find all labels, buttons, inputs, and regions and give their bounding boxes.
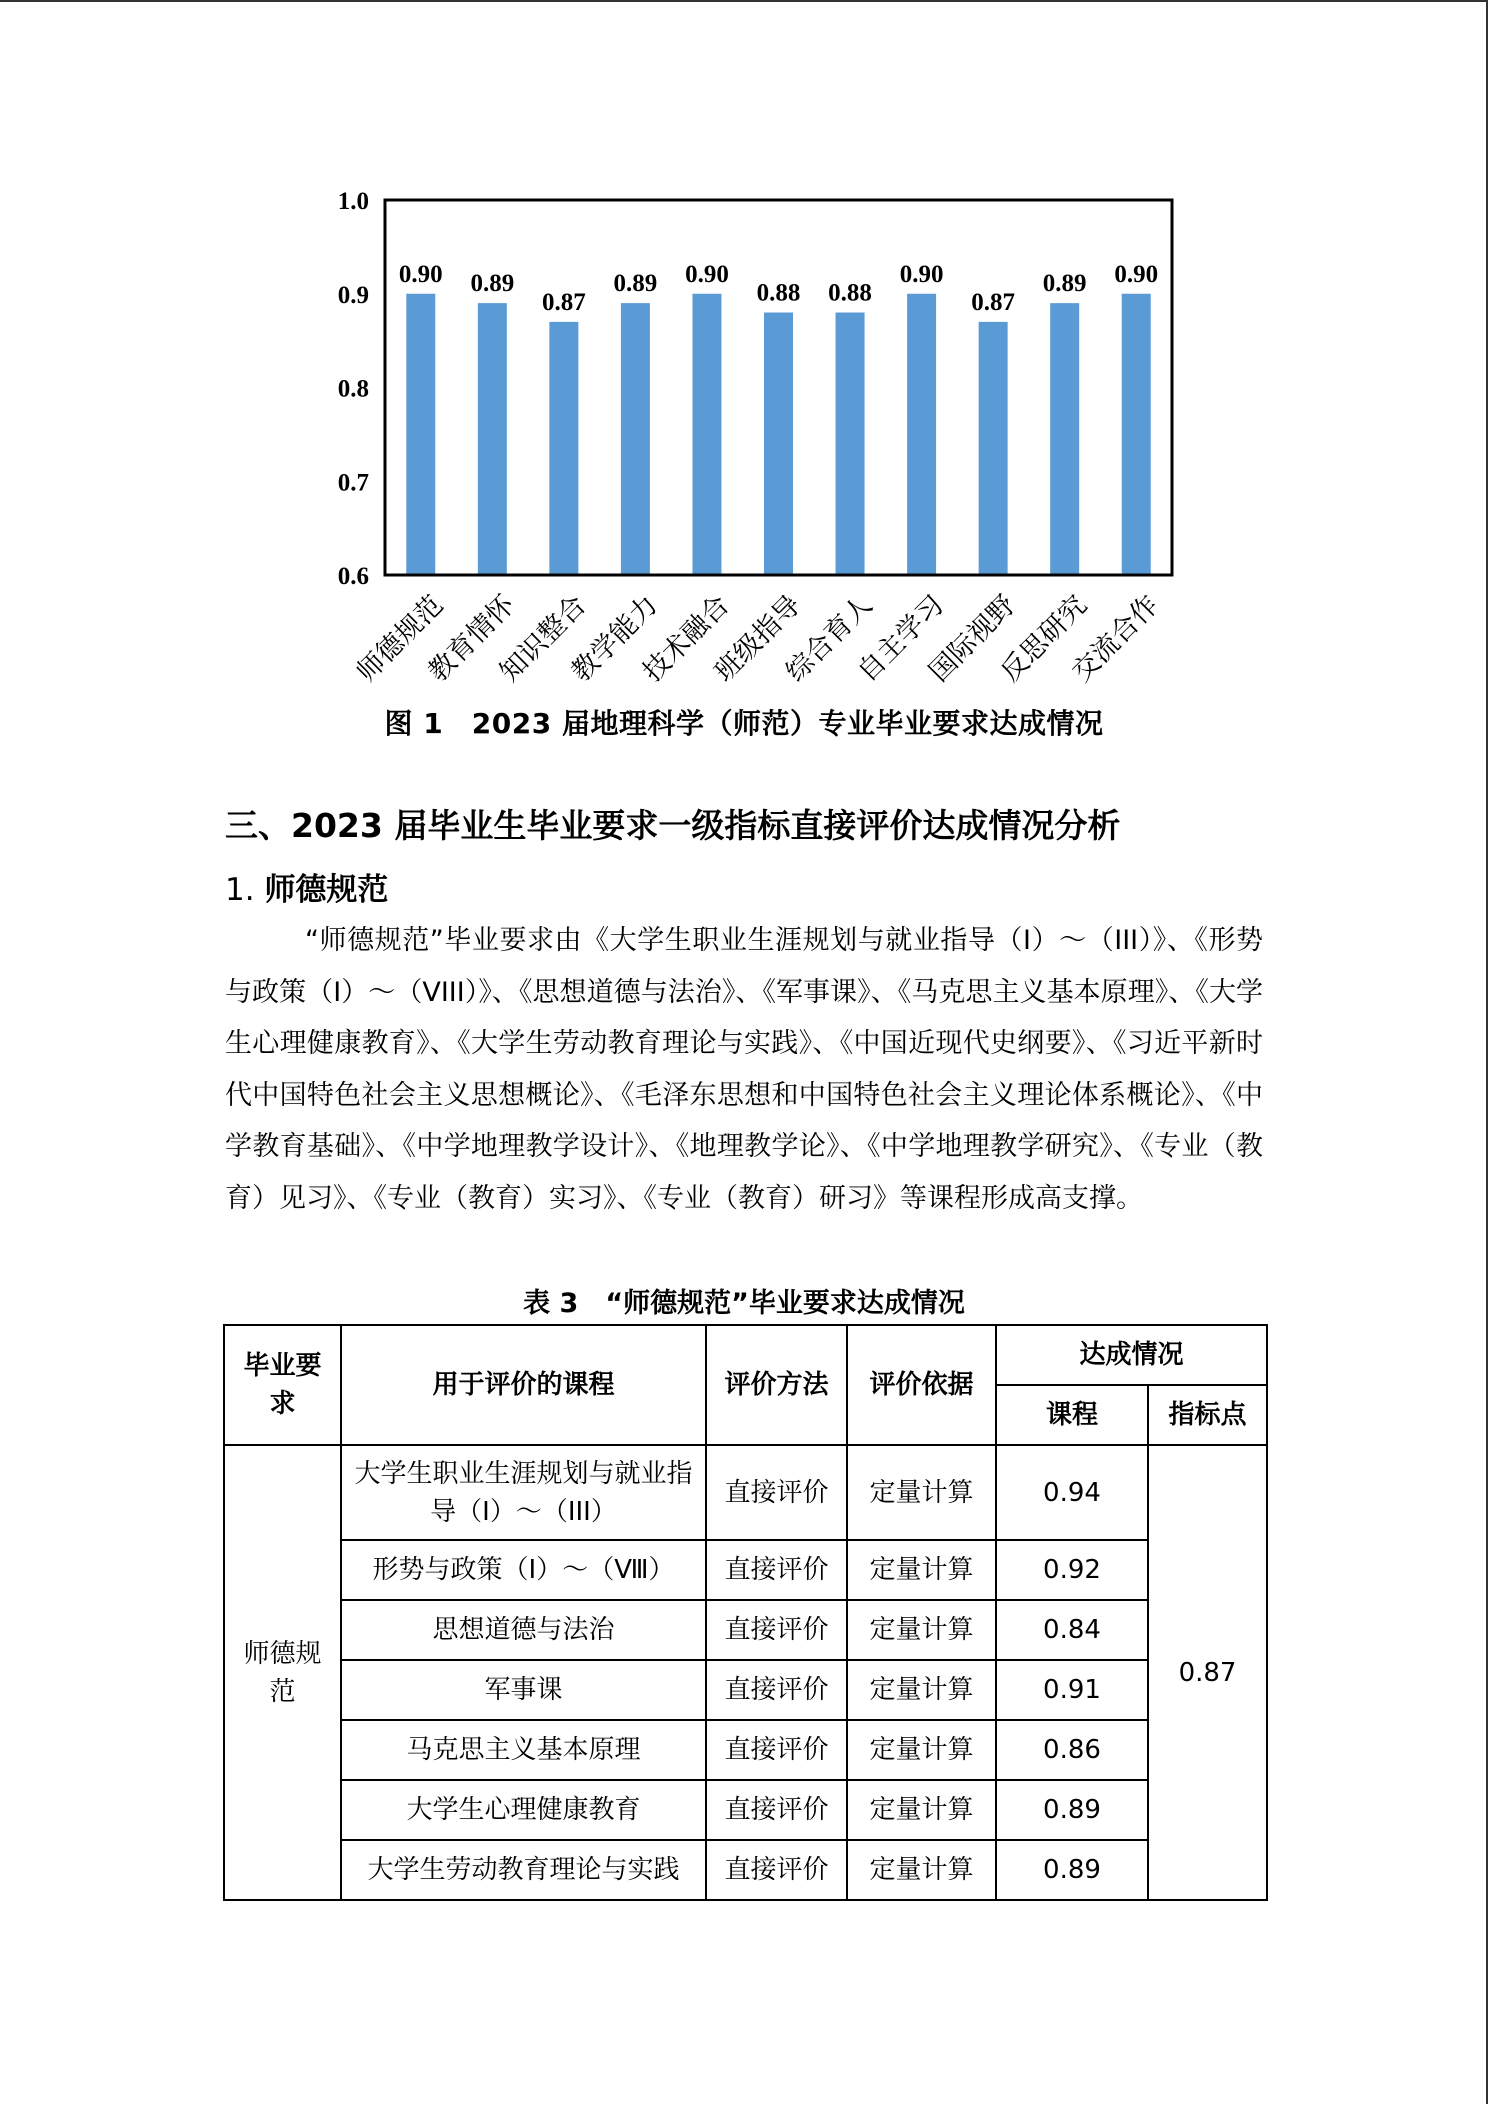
y-axis-ticks [338, 188, 369, 590]
achievement-table [223, 1324, 1268, 1901]
table-row [224, 1600, 1267, 1660]
data-label: 0.89 [613, 270, 658, 298]
header-requirement: 毕业要求 [224, 1325, 341, 1445]
basis-cell: 定量计算 [847, 1720, 996, 1780]
table-row [224, 1540, 1267, 1600]
y-tick-label: 0.8 [337, 375, 369, 403]
y-tick-label: 1.0 [337, 188, 369, 215]
bar [549, 322, 578, 575]
method-cell: 直接评价 [706, 1600, 847, 1660]
body-paragraph: “师德规范”毕业要求由《大学生职业生涯规划与就业指导（I）～（III）》、《形势与政策（I）～（VIII）》、《思想道德与法治》、《军事课》、《马克思主义基本原理》、《大学生心理健康教育》、《大学生劳动教育理论与实践》、《中国近现代史纲要》、《习近平新时代中国特色社会主义思想概论》、《毛泽东思想和中国特色社会主义理论体系概论》、《中学教育基础》、《中学地理教学设计》、《地理教学论》、《中学地理教学研究》、《专业（教育）见习》、《专业（教育）实习》、《专业（教育）研习》等课程形成高支撑。 [225, 925, 1263, 1214]
data-label: 0.89 [470, 270, 515, 298]
data-label: 0.90 [398, 260, 443, 288]
category-label: 教学能力 [565, 589, 664, 688]
category-label: 知识整合 [494, 589, 593, 688]
section-heading: 三、2023 届毕业生毕业要求一级指标直接评价达成情况分析 [225, 806, 1121, 845]
table-row [224, 1660, 1267, 1720]
course-cell: 形势与政策（I）～（Ⅷ） [341, 1540, 706, 1600]
category-label: 国际视野 [923, 589, 1022, 688]
bar [979, 322, 1008, 575]
course-score-cell: 0.89 [996, 1840, 1148, 1900]
data-label: 0.87 [541, 288, 586, 316]
y-tick-label: 0.7 [337, 469, 369, 497]
data-label: 0.87 [971, 288, 1016, 316]
bars-group [406, 294, 1150, 575]
course-score-cell: 0.91 [996, 1660, 1148, 1720]
table-row [224, 1445, 1267, 1540]
method-cell: 直接评价 [706, 1720, 847, 1780]
bar [1122, 294, 1151, 575]
category-label: 教育情怀 [422, 589, 521, 688]
method-cell: 直接评价 [706, 1445, 847, 1540]
header-achievement: 达成情况 [996, 1325, 1267, 1385]
data-label: 0.88 [828, 279, 872, 307]
bar [836, 313, 865, 576]
basis-cell: 定量计算 [847, 1660, 996, 1720]
bar [621, 303, 650, 575]
course-cell: 大学生劳动教育理论与实践 [341, 1840, 706, 1900]
bar [692, 294, 721, 575]
category-labels-group [351, 589, 1165, 688]
header-course-score: 课程 [996, 1385, 1148, 1445]
indicator-cell: 0.87 [1148, 1445, 1267, 1900]
table-row [224, 1780, 1267, 1840]
basis-cell: 定量计算 [847, 1445, 996, 1540]
course-score-cell: 0.94 [996, 1445, 1148, 1540]
basis-cell: 定量计算 [847, 1840, 996, 1900]
category-label: 班级指导 [708, 589, 808, 688]
bar [1050, 303, 1079, 575]
bar [406, 294, 435, 575]
course-cell: 大学生心理健康教育 [341, 1780, 706, 1840]
table-row [224, 1720, 1267, 1780]
table-body [224, 1445, 1267, 1900]
y-tick-label: 0.9 [337, 281, 369, 309]
bar [907, 294, 936, 575]
method-cell: 直接评价 [706, 1840, 847, 1900]
method-cell: 直接评价 [706, 1780, 847, 1840]
course-cell: 大学生职业生涯规划与就业指导（I）～（III） [341, 1445, 706, 1540]
table-caption: 表 3 “师德规范”毕业要求达成情况 [523, 1288, 965, 1319]
header-basis: 评价依据 [847, 1325, 996, 1445]
category-label: 交流合作 [1066, 589, 1165, 688]
data-labels-group [399, 261, 1158, 316]
basis-cell: 定量计算 [847, 1600, 996, 1660]
subsection-heading [225, 864, 388, 909]
data-label: 0.88 [756, 279, 801, 307]
method-cell: 直接评价 [706, 1540, 847, 1600]
course-score-cell: 0.84 [996, 1600, 1148, 1660]
data-label: 0.90 [685, 260, 729, 288]
basis-cell: 定量计算 [847, 1780, 996, 1840]
bar [478, 303, 507, 575]
data-label: 0.90 [899, 260, 944, 288]
bar-chart [300, 180, 1200, 700]
header-course: 用于评价的课程 [341, 1325, 706, 1445]
course-score-cell: 0.89 [996, 1780, 1148, 1840]
course-score-cell: 0.86 [996, 1720, 1148, 1780]
header-indicator: 指标点 [1148, 1385, 1267, 1445]
course-cell: 思想道德与法治 [341, 1600, 706, 1660]
figure-caption: 图 1 2023 届地理科学（师范）专业毕业要求达成情况 [384, 707, 1104, 740]
requirement-cell: 师德规范 [224, 1445, 341, 1900]
subsection-title: 师德规范 [264, 872, 389, 908]
method-cell: 直接评价 [706, 1660, 847, 1720]
category-label: 反思研究 [994, 589, 1094, 688]
category-label: 综合育人 [780, 589, 879, 688]
header-method: 评价方法 [706, 1325, 847, 1445]
data-label: 0.89 [1042, 270, 1087, 298]
course-cell: 军事课 [341, 1660, 706, 1720]
subsection-number: 1. [225, 872, 255, 908]
page-border-top [0, 0, 1488, 2]
course-cell: 马克思主义基本原理 [341, 1720, 706, 1780]
category-label: 师德规范 [351, 589, 450, 688]
y-tick-label: 0.6 [337, 563, 369, 590]
course-score-cell: 0.92 [996, 1540, 1148, 1600]
bar [764, 313, 793, 576]
table-row [224, 1840, 1267, 1900]
category-label: 自主学习 [851, 589, 951, 688]
basis-cell: 定量计算 [847, 1540, 996, 1600]
category-label: 技术融合 [637, 589, 736, 688]
data-label: 0.90 [1114, 260, 1159, 288]
